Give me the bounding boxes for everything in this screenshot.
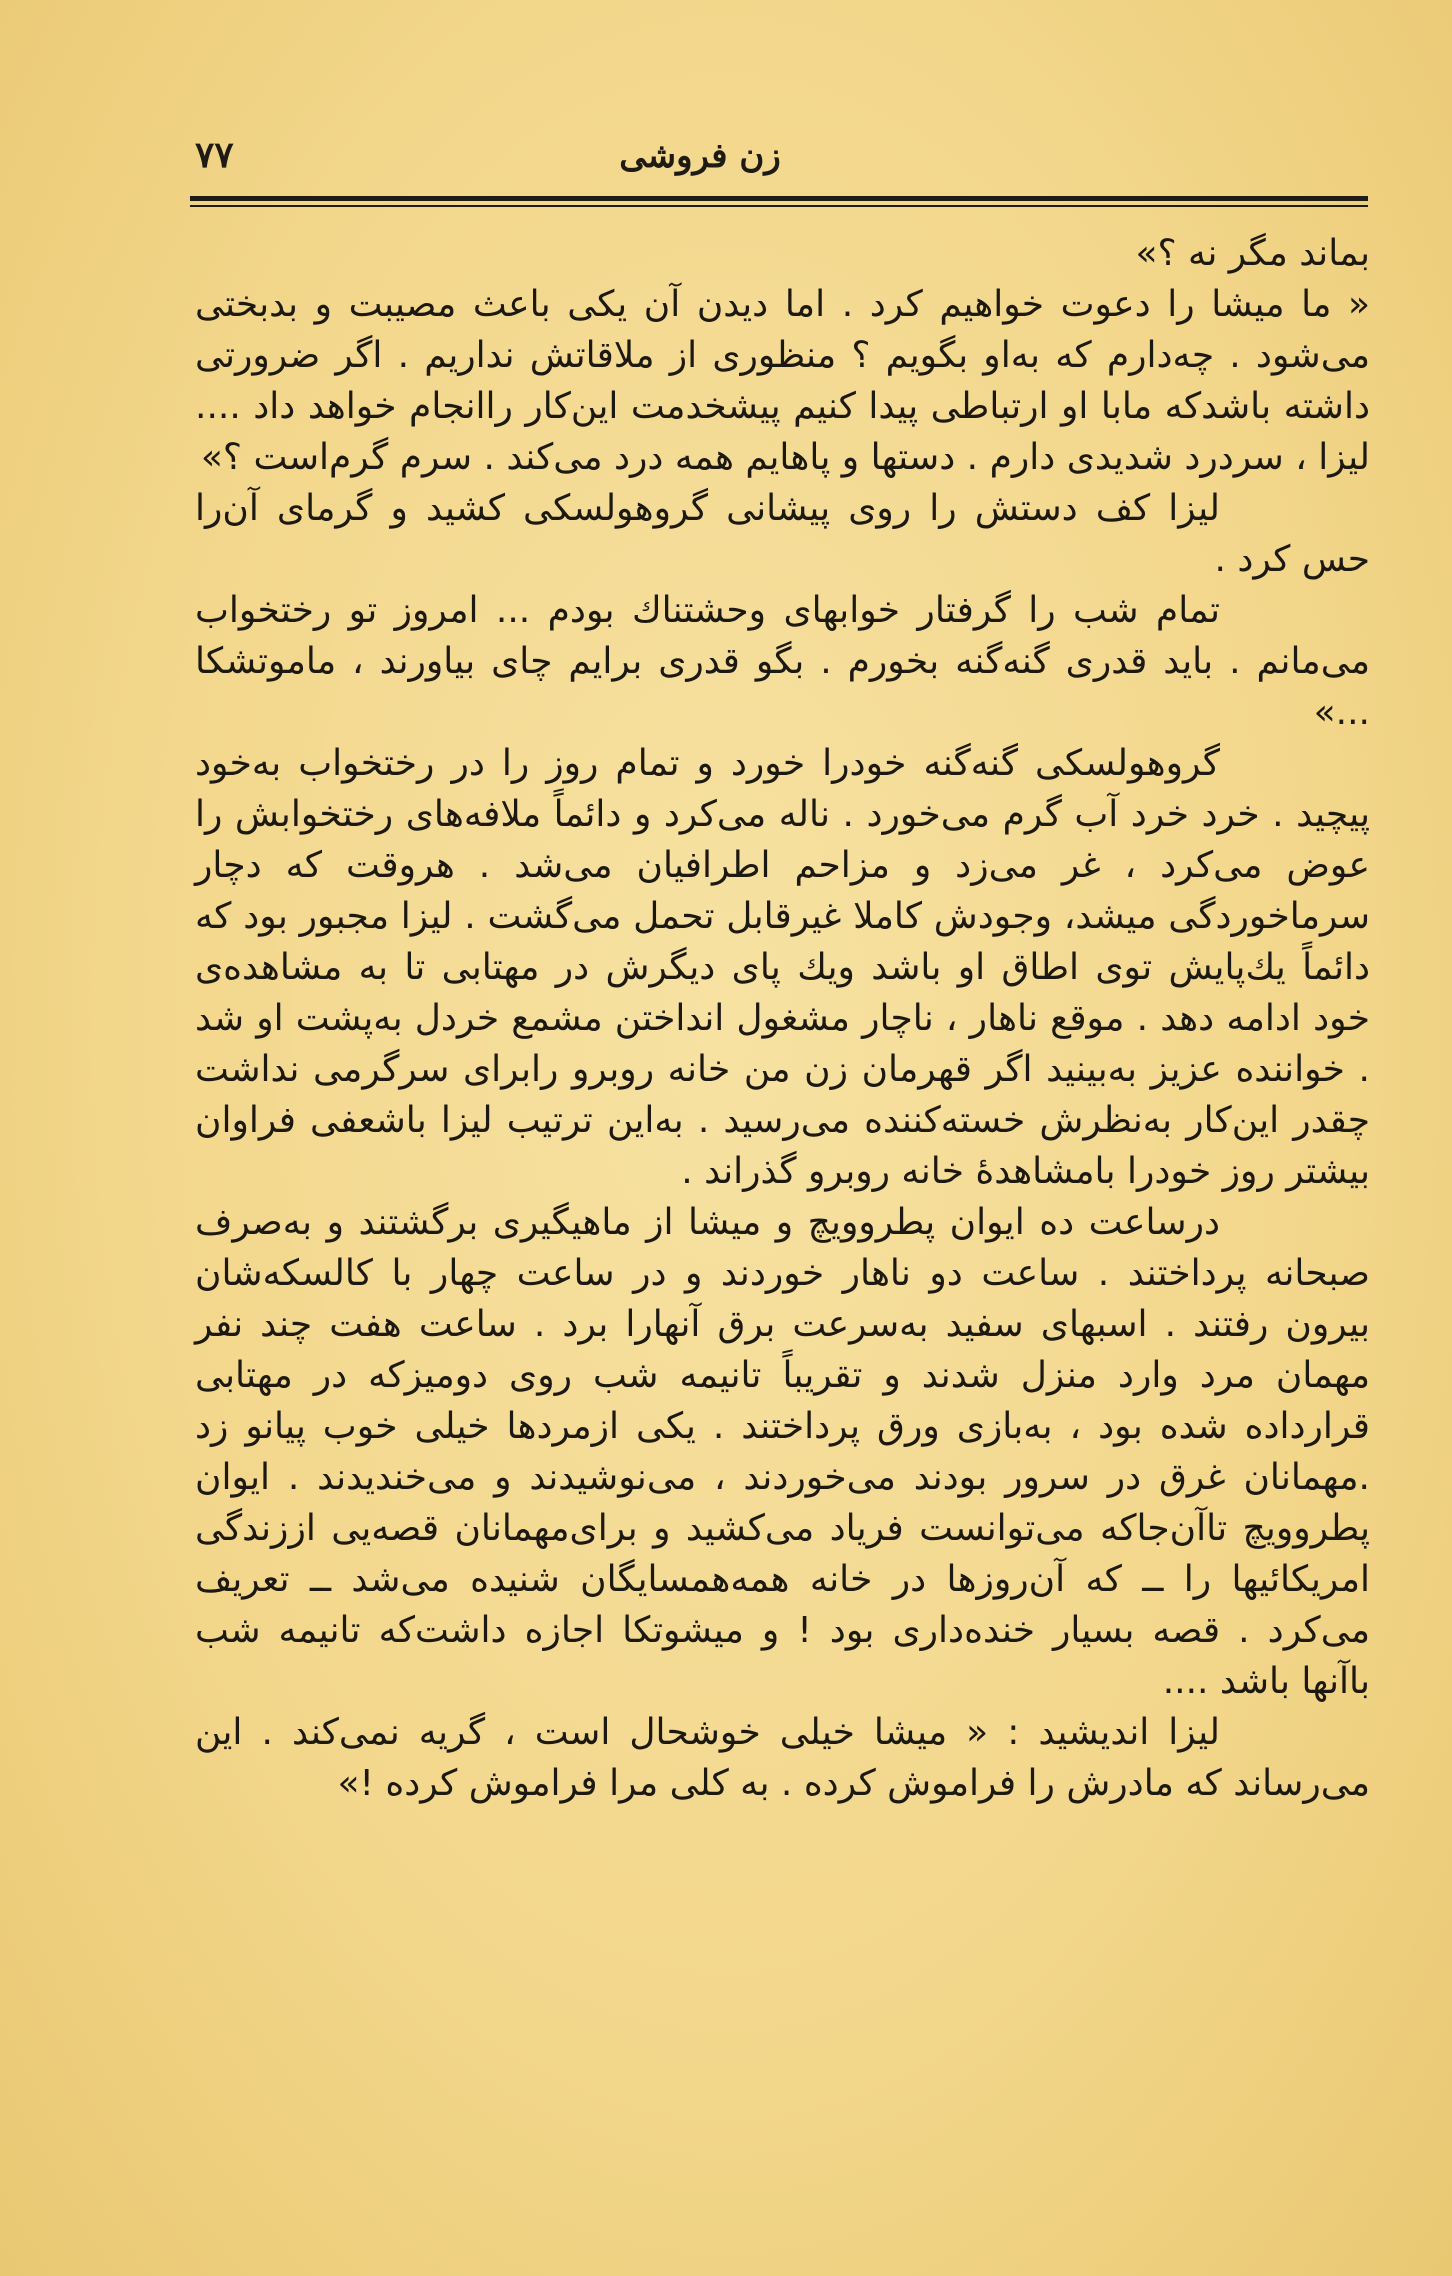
header-rule-thin — [190, 205, 1368, 207]
paragraph: گروهولسکی گنه‌گنه خودرا خورد و تمام روز را در رختخواب به‌خود پیچید . خرد خرد آب گرم می‌خورد . ناله می‌کرد و دائماً ملافه‌های رختخوابش را عوض می‌کرد ، غر می‌زد و مزاحم اطرافیان می‌شد . هروقت که دچار سرماخوردگی میشد، وجودش کاملا غیرقابل تحمل می‌گشت . لیزا مجبور بود که دائماً یك‌پایش توی اطاق او باشد ویك پای دیگرش در مهتابی تا به مشاهده‌ی خود ادامه دهد . موقع ناهار ، ناچار مشغول انداختن مشمع خردل به‌پشت او شد . خواننده عزیز به‌بینید اگر قهرمان زن من خانه روبرو رابرای سرگرمی نداشت چقدر این‌کار به‌نظرش خسته‌کننده می‌رسید . به‌این ترتیب لیزا باشعفی فراوان بیشتر روز خودرا بامشاهدهٔ خانه روبرو گذراند . — [195, 743, 1370, 1192]
running-title: زن فروشی — [619, 136, 781, 176]
paragraph: درساعت ده ایوان پطروویچ و میشا از ماهیگیری برگشتند و به‌صرف صبحانه پرداختند . ساعت دو ناهار خوردند و در ساعت چهار با کالسکه‌شان بیرون رفتند . اسبهای سفید به‌سرعت برق آنهارا برد . ساعت هفت چند نفر مهمان مرد وارد منزل شدند و تقریباً تانیمه شب روی دومیزکه در مهتابی قرارداده شده بود ، به‌بازی ورق پرداختند . یکی ازمردها خیلی خوب پیانو زد .مهمانان غرق در سرور بودند می‌خوردند ، می‌نوشیدند و می‌خندیدند . ایوان پطروویچ تاآن‌جاکه می‌توانست فریاد می‌کشید و برای‌مهمانان قصه‌یی اززندگی امریکائیها را ــ که آن‌روزها در خانه همه‌همسایگان شنیده می‌شد ــ تعریف می‌کرد . قصه بسیار خنده‌داری بود ! و میشوتکا اجازه داشت‌که تانیمه شب باآنها باشد .... — [195, 1202, 1370, 1702]
paragraph: « ما میشا را دعوت خواهیم کرد . اما دیدن آن یکی باعث مصیبت و بدبختی می‌شود . چه‌دارم که به‌او بگویم ؟ منظوری از ملاقاتش نداریم . اگر ضرورتی داشته باشدکه مابا او ارتباطی پیدا کنیم پیشخدمت این‌کار راانجام خواهد داد .... لیزا ، سردرد شدیدی دارم . دستها و پاهایم همه درد می‌کند . سرم گرم‌است ؟» — [195, 284, 1370, 478]
paragraph: لیزا کف دستش را روی پیشانی گروهولسکی کشید و گرمای آن‌را حس کرد . — [195, 488, 1370, 580]
paragraph: تمام شب را گرفتار خوابهای وحشتناك بودم ... امروز تو رختخواب می‌مانم . باید قدری گنه‌گنه بخورم . بگو قدری برایم چای بیاورند ، ماموتشکا ...» — [195, 590, 1370, 733]
page-header — [195, 128, 1205, 188]
body-text — [195, 228, 1370, 1809]
page-number: ۷۷ — [195, 134, 234, 176]
paragraph: لیزا اندیشید : « میشا خیلی خوشحال است ، گریه نمی‌کند . این می‌رساند که مادرش را فراموش کرده . به کلی مرا فراموش کرده !» — [195, 1712, 1370, 1804]
header-rule — [190, 196, 1368, 201]
paragraph: بماند مگر نه ؟» — [1135, 233, 1370, 274]
